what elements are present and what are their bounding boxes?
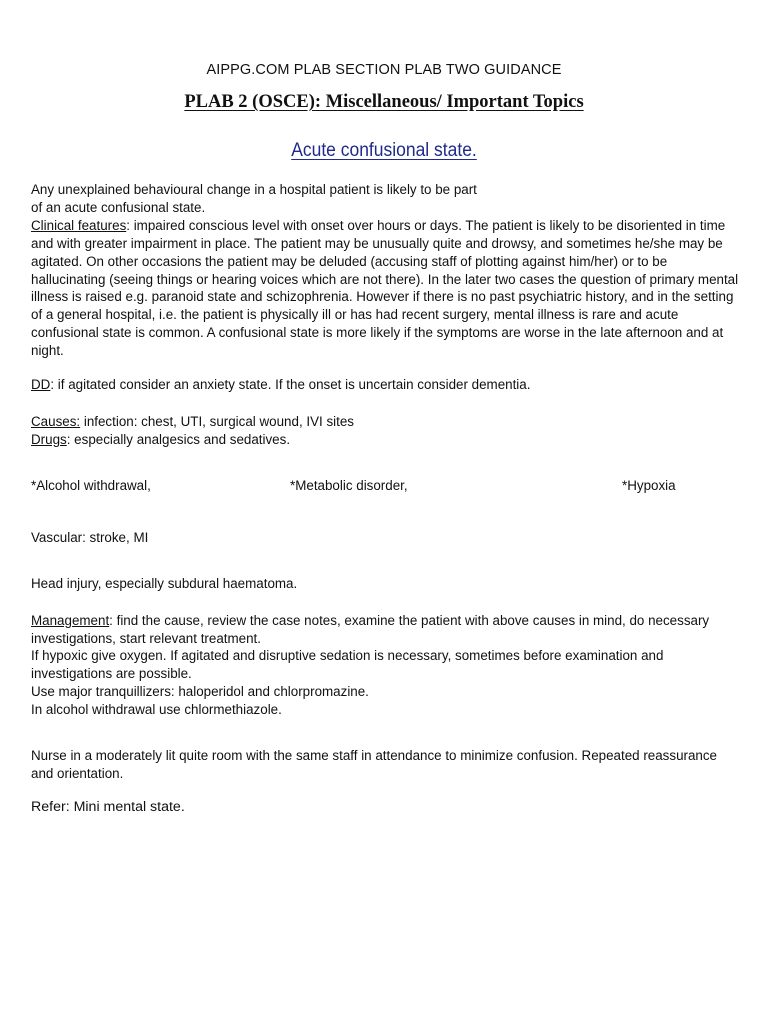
dd-paragraph <box>31 376 741 394</box>
dd-text: : if agitated consider an anxiety state. If the onset is uncertain consider dementia. <box>50 377 531 393</box>
management-text: : find the cause, review the case notes, examine the patient with above causes in mind, do necessary investigations, start relevant treatment. <box>31 612 710 646</box>
clinical-features-text: : impaired conscious level with onset over hours or days. The patient is likely to be disoriented in time and with greater impairment in place. The patient may be unusually quite and drowsy, and sometimes he/she may be agitated. On other occasions the patient may be deluded (accusing staff of plotting against him/her) or to be hallucinating (seeing things or hearing voices which are not there). In the later two cases the question of primary mental illness is raised e.g. paranoid state and schizophrenia. However if there is no past psychiatric history, and in the setting of a general hospital, i.e. the patient is physically ill or has had recent surgery, mental illness is rare and acute confusional state is common. A confusional state is more likely if the symptoms are worse in the late afternoon and at night. <box>31 217 739 359</box>
management-line-3: Use major tranquillizers: haloperidol and chlorpromazine. <box>31 684 369 700</box>
management-paragraph <box>31 612 741 719</box>
section-title: Acute confusional state. <box>291 140 477 161</box>
causes-paragraph <box>31 413 741 449</box>
management-line-2: If hypoxic give oxygen. If agitated and disruptive sedation is necessary, sometimes before examination and investigations are possible. <box>31 648 664 682</box>
site-header: AIPPG.COM PLAB SECTION PLAB TWO GUIDANCE <box>206 62 562 78</box>
hypoxia-item: *Hypoxia <box>622 477 676 493</box>
refer-text: Mini mental state. <box>73 798 185 815</box>
drugs-label: Drugs <box>31 431 67 447</box>
document-title-text: PLAB 2 (OSCE): Miscellaneous/ Important Topics <box>184 92 584 112</box>
dd-label: DD <box>31 377 51 393</box>
head-injury-paragraph: Head injury, especially subdural haematoma. <box>31 575 298 591</box>
causes-label: Causes: <box>31 413 81 429</box>
intro-line-2: of an acute confusional state. <box>31 199 206 215</box>
metabolic-disorder-item: *Metabolic disorder, <box>290 477 408 493</box>
management-line-4: In alcohol withdrawal use chlormethiazole. <box>31 702 282 718</box>
clinical-features-paragraph <box>31 217 741 360</box>
intro-paragraph <box>31 181 741 217</box>
management-label: Management <box>31 612 110 628</box>
intro-line-1: Any unexplained behavioural change in a hospital patient is likely to be part <box>31 182 477 197</box>
alcohol-withdrawal-item: *Alcohol withdrawal, <box>31 477 151 493</box>
refer-label: Refer: <box>31 798 74 815</box>
refer-paragraph <box>31 799 741 817</box>
causes-text: infection: chest, UTI, surgical wound, IVI sites <box>80 413 355 429</box>
causes-symptom-row <box>31 477 741 495</box>
vascular-paragraph: Vascular: stroke, MI <box>31 529 149 545</box>
clinical-features-label: Clinical features <box>31 217 127 233</box>
drugs-text: : especially analgesics and sedatives. <box>66 431 291 447</box>
document-body <box>31 181 741 817</box>
nurse-paragraph: Nurse in a moderately lit quite room with the same staff in attendance to minimize confusion. Repeated reassurance and orientation. <box>31 748 718 781</box>
document-title <box>0 92 768 113</box>
